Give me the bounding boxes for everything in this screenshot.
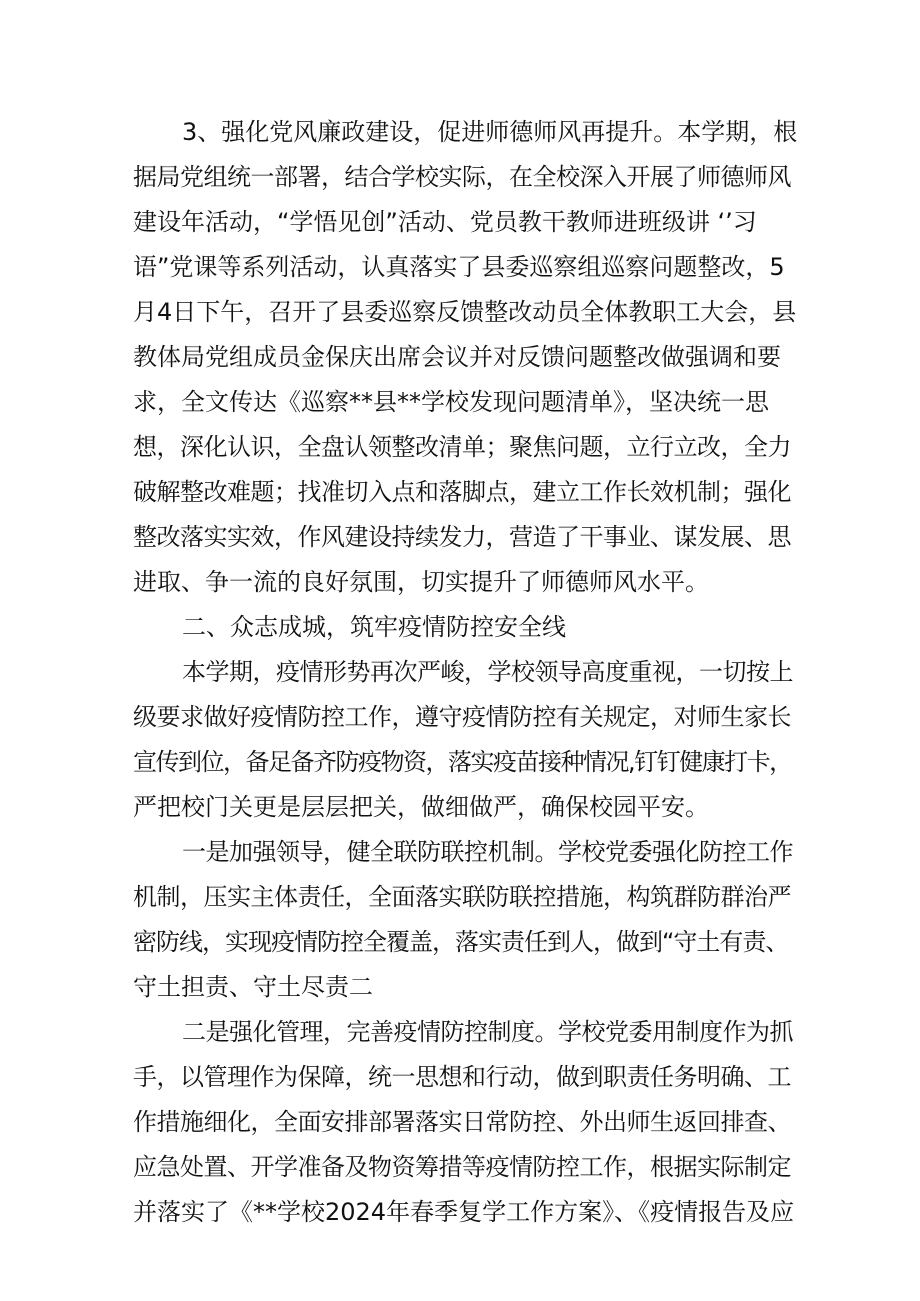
text-line-8: 想，深化认识，全盘认领整改清单；聚焦问题，立行立改，全力 xyxy=(133,433,791,461)
text-line-5: 月4日下午，召开了县委巡察反馈整改动员全体教职工大会，县 xyxy=(133,298,797,326)
text-line-21: 二是强化管理，完善疫情防控制度。学校党委用制度作为抓 xyxy=(182,1018,793,1046)
text-line-3: 建设年活动，“学悟见创”活动、党员教干教师进班级讲 ‘’习 xyxy=(133,208,757,236)
text-line-16: 严把校门关更是层层把关，做细做严，确保校园平安。 xyxy=(133,793,709,821)
text-line-7: 求，全文传达《巡察**县**学校发现问题清单》，坚决统一思 xyxy=(133,388,769,416)
text-line-22: 手，以管理作为保障，统一思想和行动，做到职责任务明确、工 xyxy=(133,1063,791,1091)
text-line-6: 教体局党组成员金保庆出席会议并对反馈问题整改做强调和要 xyxy=(133,343,781,371)
text-line-15: 宣传到位，备足备齐防疫物资，落实疫苗接种情况,钉钉健康打卡， xyxy=(133,748,792,776)
section-heading: 二、众志成城，筑牢疫情防控安全线 xyxy=(182,613,566,641)
text-line-10: 整改落实实效，作风建设持续发力，营造了干事业、谋发展、思 xyxy=(133,523,791,551)
text-line-14: 级要求做好疫情防控工作，遵守疫情防控有关规定，对师生家长 xyxy=(133,703,791,731)
text-line-25: 并落实了《**学校2024年春季复学工作方案》、《疫情报告及应 xyxy=(133,1198,795,1226)
text-line-17: 一是加强领导，健全联防联控机制。学校党委强化防控工作 xyxy=(182,838,793,866)
text-line-9: 破解整改难题；找准切入点和落脚点，建立工作长效机制；强化 xyxy=(133,478,791,506)
text-line-24: 应急处置、开学准备及物资筹措等疫情防控工作，根据实际制定 xyxy=(133,1153,791,1181)
text-line-11: 进取、争一流的良好氛围，切实提升了师德师风水平。 xyxy=(133,568,709,596)
text-line-13: 本学期，疫情形势再次严峻，学校领导高度重视，一切按上 xyxy=(182,658,793,686)
text-line-23: 作措施细化，全面安排部署落实日常防控、外出师生返回排查、 xyxy=(133,1108,791,1136)
text-line-18: 机制，压实主体责任，全面落实联防联控措施，构筑群防群治严 xyxy=(133,883,791,911)
text-line-20: 守土担责、守土尽责二 xyxy=(133,973,373,1001)
text-line-1: 3、强化党风廉政建设，促进师德师风再提升。本学期，根 xyxy=(182,118,798,146)
text-line-2: 据局党组统一部署，结合学校实际，在全校深入开展了师德师风 xyxy=(133,163,791,191)
text-line-19: 密防线，实现疫情防控全覆盖，落实责任到人，做到“守土有责、 xyxy=(133,928,789,956)
text-line-4: 语”党课等系列活动，认真落实了县委巡察组巡察问题整改，5 xyxy=(133,253,785,281)
